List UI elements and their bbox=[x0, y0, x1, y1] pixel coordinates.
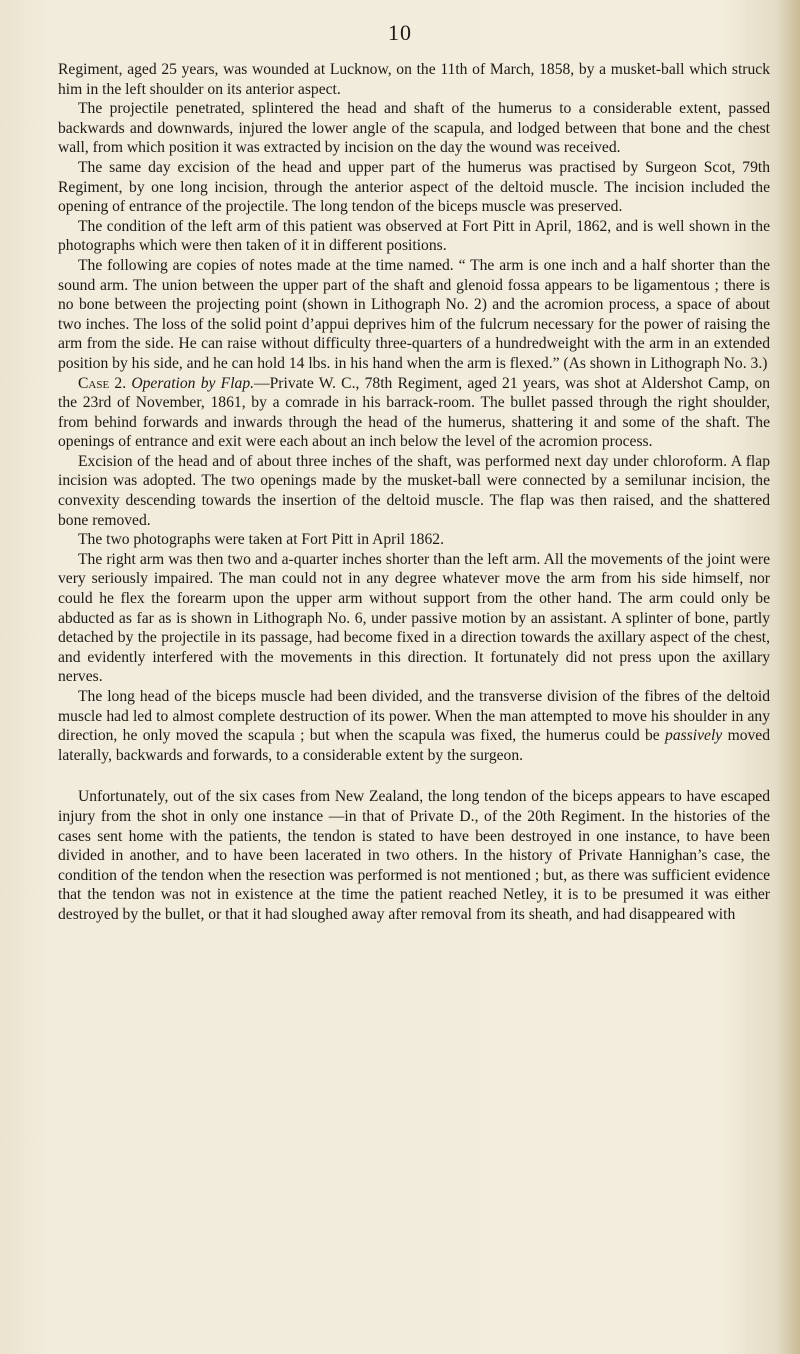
case-label: Case 2. bbox=[78, 374, 127, 392]
case-text: —Private W. C., 78th Regiment, aged 21 years, was shot at Aldershot Camp, on the 23rd of November, 1861, by a comrade in his barrack-room. The bullet passed through the right shoulder, from behind forwards and inwards through the head of the humerus, shattering it and some of the shaft. The openings of entrance and exit were each about an inch below the level of the acromion process. bbox=[58, 374, 770, 451]
paragraph-3: The same day excision of the head and upper part of the humerus was practised by Surgeon Scot, 79th Regiment, by one long incision, through the anterior aspect of the deltoid muscle. The incision included the opening of entrance of the projectile. The long tendon of the biceps muscle was preserved. bbox=[58, 158, 770, 216]
passive-before: The long head of the biceps muscle had been divided, and the transverse division of the fibres of the deltoid muscle had led to almost complete destruction of its power. When the man attempted to move his shoulder in any direction, he only moved the scapula ; but when the scapula was fixed, the humerus could be bbox=[58, 688, 770, 745]
paragraph-5: The following are copies of notes made at the time named. “ The arm is one inch and a half shorter than the sound arm. The union between the upper part of the shaft and glenoid fossa appears to be ligamentous ; there is no bone between the projecting point (shown in Lithograph No. 2) and the acromion process, a space of about two inches. The loss of the solid point d’appui deprives him of the fulcrum necessary for the power of raising the arm from the side. He can raise without difficulty three-quarters of a hundredweight with the arm in an extended position by his side, and he can hold 14 lbs. in his hand when the arm is flexed.” (As shown in Lithograph No. 3.) bbox=[58, 256, 770, 372]
passive-emphasis: passively bbox=[665, 727, 723, 745]
case-title: Operation by Flap. bbox=[131, 374, 255, 392]
paragraph-2: The projectile penetrated, splintered the head and shaft of the humerus to a considerable extent, passed backwards and downwards, injured the lower angle of the scapula, and lodged between that bone and the chest wall, from which position it was extracted by incision on the day the wound was received. bbox=[58, 100, 770, 157]
paragraph-10 bbox=[58, 687, 770, 765]
body-text bbox=[58, 60, 770, 925]
paragraph-9: The right arm was then two and a-quarter inches shorter than the left arm. All the movements of the joint were very seriously impaired. The man could not in any degree whatever move the arm from his side himself, nor could he flex the forearm upon the upper arm without support from the other hand. The arm could only be abducted as far as is shown in Lithograph No. 6, under passive motion by an assistant. A splinter of bone, partly detached by the projectile in its passage, had become fixed in a direction towards the axillary aspect of the chest, and evidently interfered with the movements in this direction. It fortunately did not press upon the axillary nerves. bbox=[58, 550, 770, 686]
paragraph-1: Regiment, aged 25 years, was wounded at Lucknow, on the 11th of March, 1858, by a musket-ball which struck him in the left shoulder on its anterior aspect. bbox=[58, 61, 770, 98]
case-2-paragraph bbox=[58, 374, 770, 452]
passive-after: moved laterally, backwards and forwards, to a considerable extent by the surgeon. bbox=[58, 727, 771, 764]
paragraph-4: The condition of the left arm of this patient was observed at Fort Pitt in April, 1862, and is well shown in the photographs which were then taken of it in different positions. bbox=[58, 217, 770, 255]
final-paragraph: Unfortunately, out of the six cases from New Zealand, the long tendon of the biceps appears to have escaped injury from the shot in only one instance —in that of Private D., of the 20th Regiment. In the histories of the cases sent home with the patients, the tendon is stated to have been destroyed in one instance, to have been divided in another, and to have been lacerated in two others. In the history of Private Hannighan’s case, the condition of the tendon when the resection was performed is not mentioned ; but, as there was sufficient evidence that the tendon was not in existence at the time the patient reached Netley, it is to be presumed it was either destroyed by the bullet, or that it had sloughed away after removal from its sheath, and had disappeared with bbox=[58, 788, 770, 923]
paragraph-8: The two photographs were taken at Fort Pitt in April 1862. bbox=[78, 531, 444, 549]
page-number: 10 bbox=[388, 20, 412, 45]
paragraph-7: Excision of the head and of about three inches of the shaft, was performed next day under chloroform. A flap incision was adopted. The two openings made by the musket-ball were connected by a semilunar incision, the convexity descending towards the insertion of the deltoid muscle. The flap was then raised, and the shattered bone removed. bbox=[58, 452, 770, 529]
